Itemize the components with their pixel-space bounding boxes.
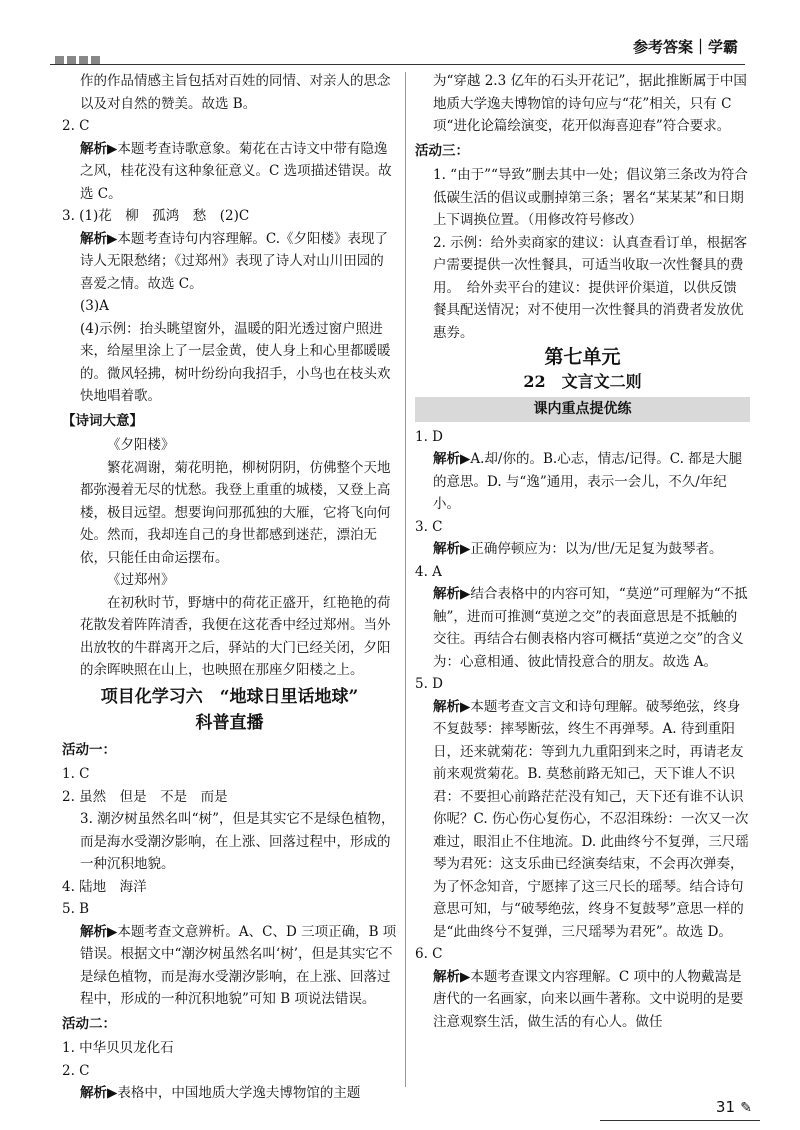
paragraph-text: 本题考查诗歌意象。菊花在古诗文中带有隐逸之风，桂花没有这种象征意义。C 选项描述错误。故选 C。 [80,140,392,202]
paragraph-text: (3)A [80,298,109,314]
left-paragraph [62,1037,397,1060]
analysis-label: 解析▶ [80,140,118,157]
paragraph-text: 【诗词大意】 [62,412,143,429]
left-paragraph [62,686,397,709]
paragraph-text: 2. C [62,1062,90,1079]
left-paragraph [62,295,397,318]
paragraph-text: 本题考查文意辨析。A、C、D 三项正确，B 项错误。根据文中“潮汐树虽然名叫‘树’，但是其实它不是绿色植物，而是海水受潮汐影响，在上涨、回落过程中，形成的一种沉积地貌”可知 B 项说法错误。 [80,923,397,1007]
right-paragraph [415,371,750,394]
right-paragraph [415,346,750,369]
paragraph-text: (4)示例：抬头眺望窗外，温暖的阳光透过窗户照进来，给屋里涂上了一层金黄，使人身上和心里都暖暖的。微风轻拂，树叶纷纷向我招手，小鸟也在枝头欢快地唱着歌。 [80,320,391,404]
left-paragraph [62,457,397,570]
left-paragraph [62,1060,397,1083]
analysis-label: 解析▶ [433,698,471,715]
right-paragraph [415,943,750,966]
paragraph-text: 第七单元 [544,346,621,368]
paragraph-text: 6. C [415,946,443,962]
analysis-label: 解析▶ [80,230,118,247]
left-paragraph [62,70,397,115]
paragraph-text: 为“穿越 2.3 亿年的石头开花记”，据此推断属于中国地质大学逸夫博物馆的诗句应与“花”相关，只有 C 项“进化论篇绘演变，花开似海喜迎春”符合要求。 [433,73,747,134]
left-paragraph [62,434,397,457]
left-paragraph [62,808,397,876]
header-squares [55,50,103,69]
left-paragraph [62,921,397,1011]
left-paragraph [62,763,397,786]
right-paragraph [415,232,750,345]
paragraph-text: 《夕阳楼》 [107,437,175,453]
analysis-label: 解析▶ [433,586,471,602]
left-paragraph [62,1082,397,1105]
paragraph-text: A.却/你的。B.心志，情志/记得。C. 都是大腿的意思。D. 与“逸”通用，表示一会儿，不久/年纪小。 [433,451,743,512]
right-column [415,70,750,1033]
left-paragraph [62,228,397,296]
right-paragraph [415,583,750,673]
right-paragraph [415,538,750,561]
left-paragraph [62,1013,397,1036]
paragraph-text: 活动一： [62,741,116,758]
left-paragraph [62,876,397,899]
paragraph-text: 5. B [62,901,90,917]
paragraph-text: 2. 示例：给外卖商家的建议：认真查看订单，根据客户需要提供一次性餐具，可适当收取一次性餐具的费用。 给外卖平台的建议：提供评价渠道，以供反馈餐具配送情况；对不使用一次性餐具的消费者发放优惠券。 [433,234,748,341]
paragraph-text: 4. 陆地 海洋 [62,878,147,895]
paragraph-text: 在初秋时节，野塘中的荷花正盛开，红艳艳的荷花散发着阵阵清香，我便在这花香中经过郑州。当外出放牧的牛群离开之后，驿站的大门已经关闭，夕阳的余晖映照在山上，也映照在那座夕阳楼之上。 [80,594,391,678]
paragraph-text: 1. “由于”“导致”删去其中一处；倡议第三条改为符合低碳生活的倡议或删掉第三条；署名“某某某”和日期上下调换位置。（用修改符号修改） [433,167,748,228]
paragraph-text: 《过郑州》 [107,572,175,588]
analysis-label: 解析▶ [433,451,471,467]
page-number: 31 [715,1098,735,1116]
paragraph-text: 1. D [415,428,443,445]
right-paragraph [415,140,750,163]
paragraph-text: 表格中，中国地质大学逸夫博物馆的主题 [117,1085,361,1101]
left-paragraph [62,115,397,138]
left-paragraph [62,569,397,592]
right-paragraph [415,966,750,1034]
paragraph-text: 科普直播 [195,713,264,733]
paragraph-text: 作的作品情感主旨包括对百姓的同情、对亲人的思念以及对自然的赞美。故选 B。 [80,73,391,112]
left-paragraph [62,739,397,762]
paragraph-text: 22 文言文二则 [523,371,642,391]
right-paragraph [415,70,750,138]
paragraph-text: 本题考查课文内容理解。C 项中的人物戴嵩是唐代的一名画家，向来以画牛著称。文中说明的是要注意观察生活，做生活的有心人。做任 [433,968,744,1030]
header-rule [50,64,745,65]
analysis-label: 解析▶ [80,1085,118,1101]
analysis-label: 解析▶ [433,541,471,557]
left-paragraph [62,138,397,206]
paragraph-text: 繁花凋谢，菊花明艳，柳树阴阴，仿佛整个天地都弥漫着无尽的忧愁。我登上重重的城楼，又登上高楼，极目远望。想要询问那孤独的大雁，它将飞向何处。然而，我却连自己的身世都感到迷茫，漂泊无依，只能任由命运摆布。 [80,459,391,566]
right-paragraph [415,448,750,516]
paragraph-text: 结合表格中的内容可知，“莫逆”可理解为“不抵触”，进而可推测“莫逆之交”的表面意思是不抵触的交往。再结合右侧表格内容可概括“莫逆之交”的含义为：心意相通、彼此情投意合的朋友。故选 A。 [433,586,748,670]
paragraph-text: 本题考查文言文和诗句理解。破琴绝弦，终身不复鼓琴：摔琴断弦，终生不再弹琴。A. 待到重阳日，还来就菊花：等到九九重阳到来之时，再请老友前来观赏菊花。B. 莫愁前路无知己，天下谁人不识君：不要担心前路茫茫没有知己，天下还有谁不认识你呢？C. 伤心伤心复伤心，不忍泪珠纷：一次又一次难过，眼泪止不住地流。D. 此曲终兮不复弹，三尺瑶琴为君死：这支乐曲已经演奏结束，不会再次弹奏，为了怀念知音，宁愿摔了这三尺长的瑶琴。结合诗句意思可知，与“破琴绝弦，终身不复鼓琴”意思一样的是“此曲终兮不复弹，三尺瑶琴为君死”。故选 D。 [433,698,749,940]
right-paragraph [415,673,750,696]
left-paragraph [62,786,397,809]
pencil-icon: ✎ [740,1100,752,1116]
paragraph-text: 项目化学习六 “地球日里话地球” [100,686,359,707]
paragraph-text: 2. C [62,118,90,134]
left-paragraph [62,712,397,735]
left-paragraph [62,318,397,408]
paragraph-text: 3. (1)花 柳 孤鸿 愁 (2)C [62,208,250,224]
right-paragraph [415,397,750,422]
footer-rule [600,1120,760,1121]
right-paragraph [415,164,750,232]
column-divider [405,72,406,1087]
left-paragraph [62,410,397,433]
paragraph-text: 正确停顿应为：以为/世/无足复为鼓琴者。 [470,541,723,557]
paragraph-text: 3. C [415,518,443,535]
paragraph-text: 2. 虽然 但是 不是 而是 [62,788,228,805]
paragraph-text: 课内重点提优练 [533,401,632,417]
left-column [62,70,397,1105]
right-paragraph [415,561,750,584]
right-paragraph [415,696,750,944]
paragraph-text: 1. C [62,766,90,782]
page-header [0,30,800,70]
analysis-label: 解析▶ [80,923,118,940]
paragraph-text: 4. A [415,563,442,580]
left-paragraph [62,592,397,682]
paragraph-text: 3. 潮汐树虽然名叫“树”，但是其实它不是绿色植物，而是海水受潮汐影响，在上涨、回落过程中，形成的一种沉积地貌。 [80,811,395,872]
paragraph-text: 活动三： [415,142,469,159]
right-paragraph [415,426,750,449]
paragraph-text: 本题考查诗句内容理解。C.《夕阳楼》表现了诗人无限愁绪；《过郑州》表现了诗人对山川田园的喜爱之情。故选 C。 [80,230,389,292]
right-paragraph [415,516,750,539]
analysis-label: 解析▶ [433,968,471,985]
paragraph-text: 5. D [415,676,443,692]
header-brand: 参考答案｜学霸 [632,38,738,56]
left-paragraph [62,898,397,921]
left-paragraph [62,205,397,228]
paragraph-text: 1. 中华贝贝龙化石 [62,1040,174,1056]
paragraph-text: 活动二： [62,1015,116,1032]
